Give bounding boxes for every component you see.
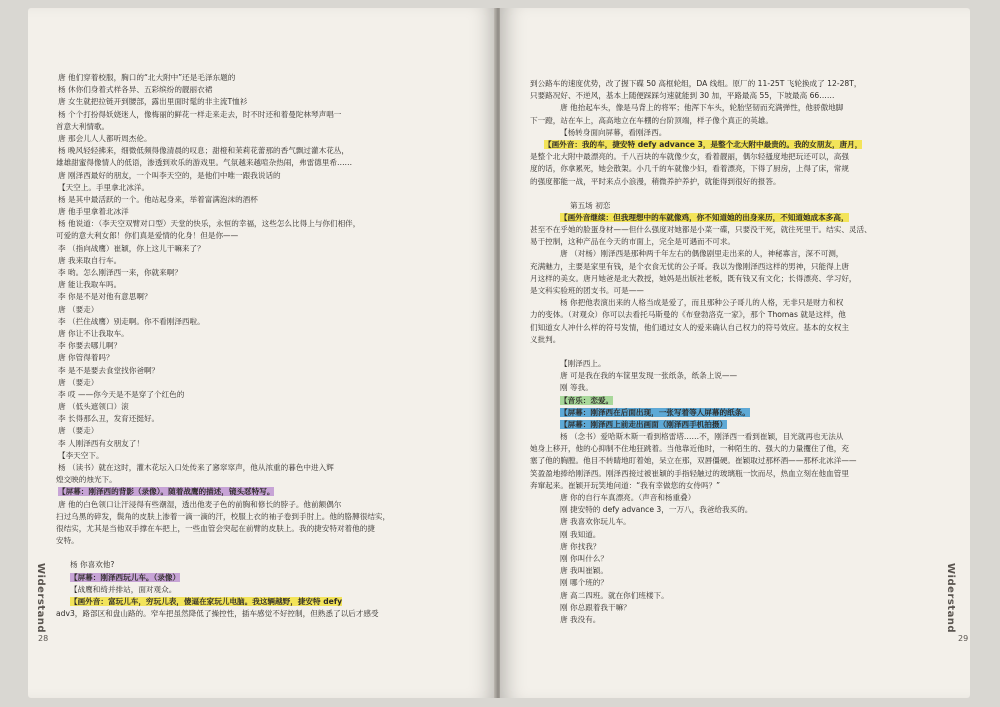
text-line: 塞了他的胸膛。他目不转睛地盯着她，呆立在那，双唇僵硬。崔颖取过那杯酒——那杯北冰洋—— [530, 456, 857, 466]
text-line: 唐 他手里拿着北冰洋 [58, 207, 129, 217]
text-line: 月这样的美女。唐月她爸是北大教授，她妈是出版社老板，既有钱又有文化；长得漂亮、学习好， [530, 273, 857, 283]
text-line: 唐 你的自行车真漂亮。（声音和杨重叠） [560, 493, 696, 502]
text-line: 刚 哪个班的？ [560, 578, 608, 588]
text-line: 唐 他们穿着校服，胸口的“北大附中”还是毛泽东题的 [58, 73, 236, 82]
text-line: 杨 （读书）就在这时，灌木花坛入口处传来了窸窣窣声，他从浓重的暮色中进入辉 [58, 463, 334, 472]
text-line: 李 你是不是对他有意思啊？ [58, 292, 152, 302]
text-line: 扫过乌黑的碎发，鬓角的皮肤上渗着一滴一滴的汗，校服上衣的袖子卷到手肘上。他的胳膊很结实， [56, 511, 391, 521]
highlighted-stage-direction: 【音乐：恋爱。 [560, 395, 614, 405]
text-line: 笑盈盈地捧给刚泽西。刚泽西接过被崔颖的手指轻触过的玻璃瓶一饮而尽，热血立刻在他血管里 [530, 468, 849, 478]
text-line: 李 哟。怎么刚泽西一来，你就来啊？ [58, 268, 182, 277]
text-line: adv3，路部区和盘山路的。窄车把虽然降低了操控性，插车感觉不好控制，但熟悉了以后才感受 [56, 609, 379, 619]
text-line: 到公路车的速度优势，改了握下碟 50 高框轮组，DA 线组。原厂的 11-25T 飞轮换成了 12-28T， [530, 79, 862, 88]
text-line: 下一蹬，站在车上，高高地立在车棚的台阶顶端，样子像个真正的英雄。 [530, 115, 773, 125]
highlighted-stage-direction: 【屏幕：刚泽西上前走出画面（刚泽西手机拍摄） [560, 419, 728, 429]
text-line: 唐 高二四班。就在你们班楼下。 [560, 590, 669, 600]
text-line: 充满魅力，主要是家里有钱，是个衣食无忧的公子哥。我以为像刚泽西这样的男神，只能得上唐 [530, 261, 849, 271]
right-page [500, 8, 970, 698]
right-page-number: 29 [958, 634, 969, 643]
text-line: 唐 女生就把拉链开到腰部，露出里面时髦的非主流T恤衫 [58, 97, 248, 107]
text-line: 唐 刚泽西最好的朋友，一个叫李天空的，是他们中唯一跟我说话的 [58, 170, 281, 180]
text-line: 【天空上。手里拿北冰洋。 [58, 182, 150, 192]
text-line: 义批判。 [530, 334, 561, 344]
text-line: 煌交映的烛光下。 [56, 475, 117, 485]
right-running-title: Widerstand [945, 563, 956, 634]
text-line: 李 人刚泽西有女朋友了！ [58, 438, 144, 448]
highlighted-stage-direction: 【画外音继续：但我理想中的车就像鸡，你不知道她的出身来历，不知道她成本多高， [560, 212, 849, 222]
text-line: 甚至不在乎她的脸蛋身材——但什么强度对她都是小菜一碟，只要没干死，就往死里干。结实、灵活、 [530, 225, 872, 235]
highlighted-stage-direction: 【画外音：富玩儿车，穷玩儿表，傻逼在家玩儿电脑。我这辆越野，捷安特 defy [70, 596, 343, 606]
text-line: 首意大利情歌。 [56, 121, 110, 131]
text-line: 们知道女人冲什么样的符号发情，他们通过女人的爱来确认自己权力的符号效应。基本的女权主 [530, 322, 849, 332]
text-line: 可爱的意大利女郎！你们真是爱情的化身！但是你—— [56, 231, 239, 241]
text-line: 李 你要去哪儿啊？ [58, 341, 122, 351]
left-page-number: 28 [38, 634, 49, 643]
text-line: 刚 捷安特的 defy advance 3，一万八，我爸给我买的。 [560, 505, 753, 515]
text-line: 杨 是其中最活跃的一个。他站起身来，举着富满泡沫的酒杯 [58, 194, 258, 204]
text-line [56, 486, 471, 498]
text-line: 唐 他的白色领口让汗浸得有些潮湿，透出他麦子色的前胸和修长的脖子。他前额偶尔 [58, 499, 342, 509]
text-line: 李 （拦住战鹰）别走啊。你不看刚泽西啦。 [58, 316, 205, 326]
text-line: 刚 你总跟着我干嘛？ [560, 602, 631, 612]
paragraph-gap [530, 188, 948, 200]
text-line: 杨 你把他表演出来的人格当成是爱了，而且那种公子哥儿的人格，无非只是财力和权 [560, 298, 844, 308]
text-line [530, 419, 948, 431]
text-line: 李 （指向战鹰）崔颖，你上这儿干嘛来了？ [58, 243, 205, 253]
text-line: 刚 你叫什么？ [560, 553, 608, 563]
text-line: 【战鹰和绮并排站，面对观众。 [70, 584, 177, 594]
text-line: 易于控制，这种产品在今天的市面上，完全是可遇而不可求。 [530, 237, 736, 247]
text-line: 唐 那会儿人人都听周杰伦。 [58, 133, 152, 143]
text-line: 李 长得那么丑，发育还挺好。 [58, 414, 160, 424]
text-line: 杨 晚风轻轻拂来，细微低频得像清晨的叹息；甜橙和茉莉花蕾那的香气飘过灌木花丛， [58, 146, 349, 156]
text-line: 力的变体。（对观众）你可以去看托马斯曼的《布登勃洛克一家》，那个 Thomas 就是这样，他 [530, 310, 846, 320]
text-line: 【李天空下。 [58, 450, 104, 460]
text-line: 度的话，你拿累死，她会散架。小几千的车就像少妇，看着漂亮，下得了厨房，上得了床，常规 [530, 164, 849, 174]
text-line: 李 哎 ——你今天是不是穿了个红色的 [58, 389, 185, 399]
text-line: 【刚泽西上。 [560, 358, 606, 368]
text-line: 刚 我知道。 [560, 529, 601, 539]
text-line: 唐 你找我？ [560, 541, 601, 551]
left-page [28, 8, 496, 698]
text-line: 杨 （念书）爱哈斯木斯一看到格雷塔……不，刚泽西一看到崔颖，目光就再也无法从 [560, 432, 844, 442]
text-line: 刚 等我。 [560, 383, 593, 393]
text-line: 她身上移开，他的心抑制不住地狂跳着。当他靠近他时，一种陌生的、强大的力量攫住了他，充 [530, 444, 849, 454]
text-line: 唐 可是我在我的车筐里发现一张纸条，纸条上说—— [560, 371, 738, 381]
text-line: 唐 （对杨）刚泽西是那种两千年左右的偶像剧里走出来的人，神秘寡言，深不可测， [560, 249, 844, 259]
highlighted-stage-direction: 【画外音：我的车，捷安特 defy advance 3，是整个北大附中最贵的。我的女朋友，唐月， [544, 139, 863, 149]
text-line: 是文科实验班的团支书。可是—— [530, 286, 644, 295]
text-line: 唐 我叫崔颖。 [560, 566, 608, 576]
text-line: 奔窜起来。崔颖开玩笑地问道：“我有幸做您的女侍吗？” [530, 480, 721, 490]
left-page-text [56, 72, 471, 620]
text-line: 唐 他抬起车头，像是马背上的将军；他浑下车头，轮胎坚韧而充满弹性，他骄傲地脚 [560, 103, 844, 113]
text-line: 【杨转身面向屏幕，看刚泽西。 [560, 127, 667, 137]
highlighted-stage-direction: 【屏幕：刚泽西玩儿车。（录像） [70, 572, 181, 582]
text-line: 唐 我来取自行车。 [58, 255, 122, 265]
text-line: 唐 你让不让我取车。 [58, 328, 129, 338]
text-line: 唐 我喜欢你玩儿车。 [560, 517, 631, 527]
text-line: 唐 你管得着吗？ [58, 353, 114, 363]
text-line: 唐 （要走） [58, 377, 99, 387]
text-line [530, 407, 948, 419]
text-line: 雄雄甜蜜得像情人的低语，渗透到欢乐的游戏里。气氛越来越喧杂热闹，弗雷德里希…… [56, 158, 353, 168]
text-line: 唐 （要走） [58, 304, 99, 314]
text-line: 很结实，尤其是当他双手撑在车把上，一些血管会突起在前臂的皮肤上。我的捷安特对着他的捷 [56, 523, 375, 533]
text-line: 安特。 [56, 536, 79, 546]
text-line: 唐 能让我取车吗。 [58, 280, 122, 290]
text-line [530, 395, 948, 407]
right-page-text [530, 78, 948, 626]
text-line: 唐 我没有。 [560, 614, 601, 624]
paragraph-gap [530, 346, 948, 358]
text-line [56, 596, 471, 608]
text-line [530, 139, 948, 151]
text-line: 是整个北大附中最漂亮的。千八百块的车就像少女，看着靓丽，偶尔轻搔度地把玩还可以，高强 [530, 152, 849, 162]
text-line: 的强度都能一战，平时来点小浪漫，稍微养护养护，就能得到很好的报答。 [530, 176, 781, 186]
text-line: 只要路况好、不逆风，基本上随便踩踩匀速就能到 30 加，平路最高 55，下坡最高 66…… [530, 91, 835, 101]
text-line: 杨 个个打扮得妖娆迷人，像梅丽的鲜花一样走来走去，时不时还和着曼陀林琴声唱一 [58, 109, 342, 119]
text-line: 李 是不是要去食堂找你爸啊？ [58, 365, 160, 375]
text-line: 第五场 初恋 [570, 200, 611, 210]
left-running-title: Widerstand [35, 563, 46, 634]
highlighted-stage-direction: 【屏幕：刚泽西在后面出现，一张写着等人屏幕的纸条。 [560, 407, 750, 417]
text-line: 杨 你喜欢他? [70, 560, 115, 570]
text-line: 唐 （要走） [58, 426, 99, 436]
text-line: 杨 休你们身着式样各异、五彩缤纷的靓丽衣裙 [58, 85, 213, 95]
text-line: 唐 （低头遮领口）滚 [58, 402, 129, 412]
text-line [56, 572, 471, 584]
highlighted-stage-direction: 【屏幕：刚泽西的背影（录像）。随着战鹰的描述，镜头怼特写。 [58, 487, 275, 497]
text-line: 杨 他说道：（李天空双臂对口型）天堂的快乐，永恒的幸福，这些怎么比得上与你们相伴， [58, 219, 361, 229]
paragraph-gap [56, 547, 471, 559]
text-line [530, 212, 948, 224]
